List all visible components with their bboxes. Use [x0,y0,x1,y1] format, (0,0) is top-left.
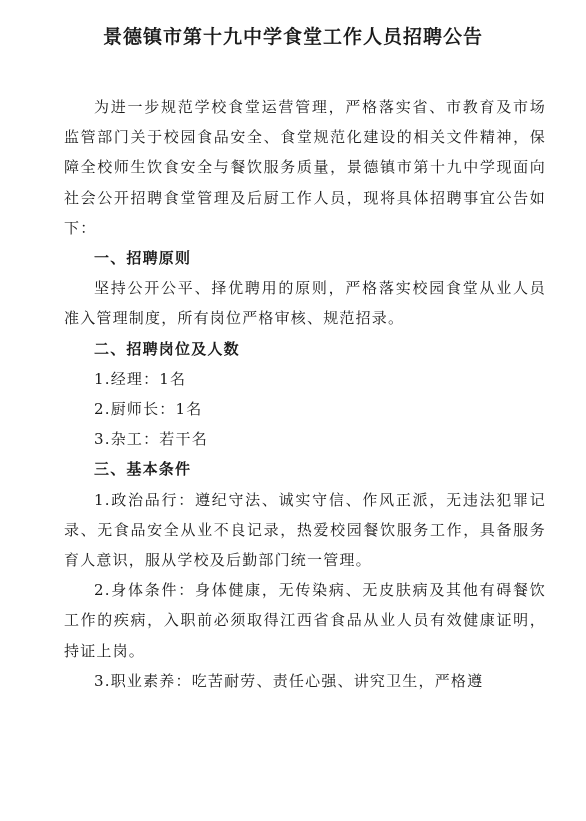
intro-paragraph: 为进一步规范学校食堂运营管理，严格落实省、市教育及市场监管部门关于校园食品安全、食堂规范化建设的相关文件精神，保障全校师生饮食安全与餐饮服务质量，景德镇市第十九中学现面向社会公开招聘食堂管理及后厨工作人员，现将具体招聘事宜公告如下： [64,98,546,237]
condition-item: 1.政治品行：遵纪守法、诚实守信、作风正派，无违法犯罪记录、无食品安全从业不良记录，热爱校园餐饮服务工作，具备服务育人意识，服从学校及后勤部门统一管理。 [64,490,546,570]
section-heading-conditions: 三、基本条件 [94,460,192,479]
position-item: 1.经理：1名 [94,369,187,388]
document-body [64,92,546,696]
document-title: 景德镇市第十九中学食堂工作人员招聘公告 [102,26,483,48]
principles-paragraph: 坚持公开公平、择优聘用的原则，严格落实校园食堂从业人员准入管理制度，所有岗位严格审核、规范招录。 [64,279,546,328]
section-heading-principles: 一、招聘原则 [94,249,192,268]
section-heading-positions: 二、招聘岗位及人数 [94,339,240,358]
condition-item: 2.身体条件：身体健康，无传染病、无皮肤病及其他有碍餐饮工作的疾病，入职前必须取得江西省食品从业人员有效健康证明，持证上岗。 [64,581,546,660]
position-item: 2.厨师长：1名 [94,400,203,419]
condition-item: 3.职业素养：吃苦耐劳、责任心强、讲究卫生，严格遵 [94,671,484,690]
position-item: 3.杂工：若干名 [94,430,208,449]
